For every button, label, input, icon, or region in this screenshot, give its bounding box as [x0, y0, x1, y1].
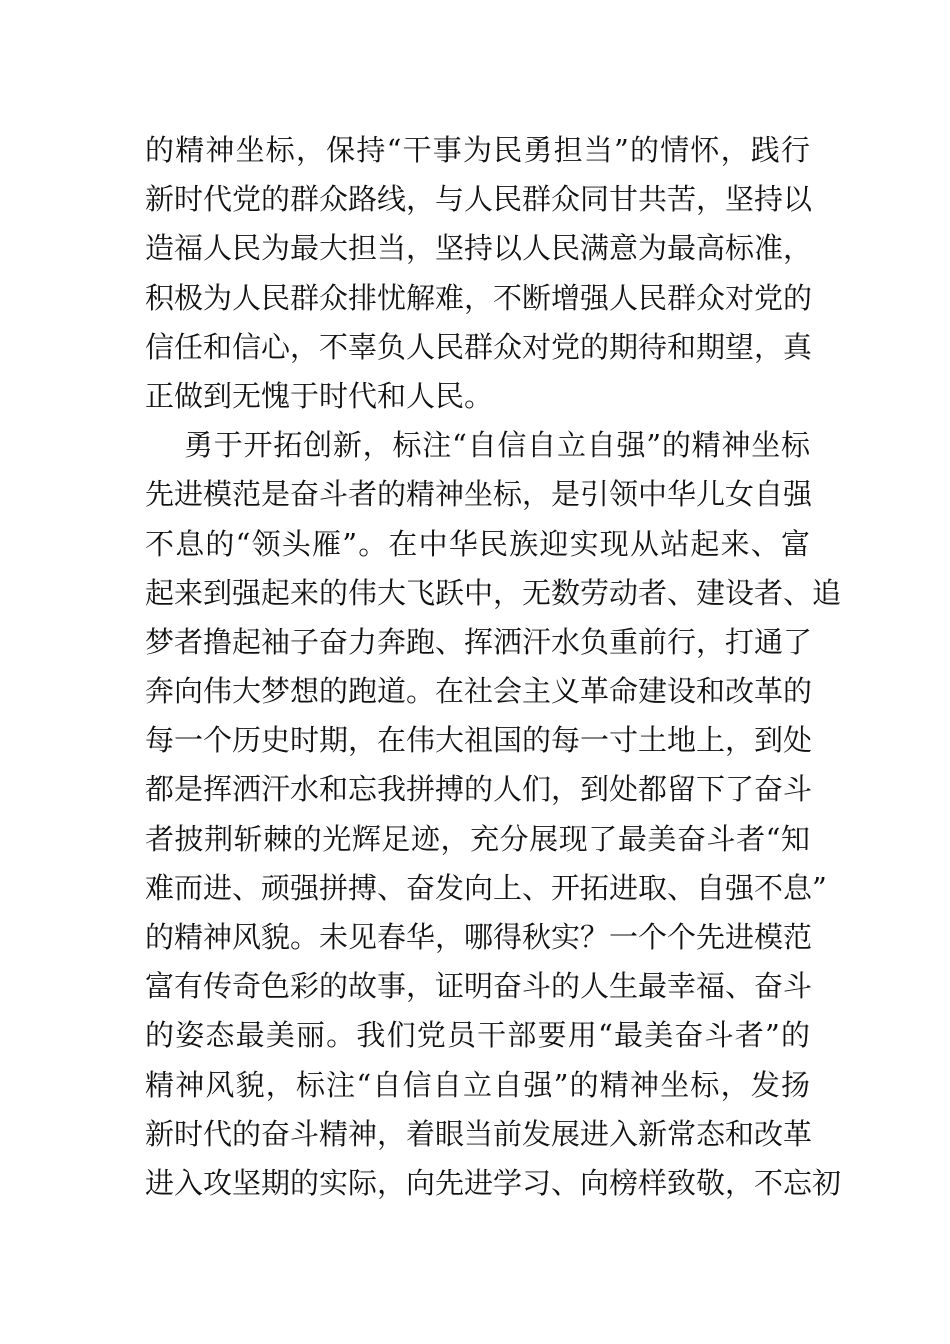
text-line: 者披荆斩棘的光辉足迹，充分展现了最美奋斗者“知 — [145, 821, 810, 856]
text-line: 先进模范是奋斗者的精神坐标，是引领中华儿女自强 — [145, 477, 813, 512]
text-line: 精神风貌，标注“自信自立自强”的精神坐标，发扬 — [145, 1067, 810, 1102]
text-line: 的精神坐标，保持“干事为民勇担当”的情怀，践行 — [145, 133, 810, 167]
text-line: 奔向伟大梦想的跑道。在社会主义革命建设和改革的 — [145, 674, 813, 709]
text-line: 造福人民为最大担当，坚持以人民满意为最高标准， — [145, 231, 813, 266]
text-line: 不息的“领头雁”。在中华民族迎实现从站起来、富 — [145, 526, 810, 561]
text-line: 新时代党的群众路线，与人民群众同甘共苦，坚持以 — [145, 182, 813, 217]
text-line: 积极为人民群众排忧解难，不断增强人民群众对党的 — [145, 280, 813, 315]
text-line: 信任和信心，不辜负人民群众对党的期待和期望，真 — [145, 329, 813, 364]
text-line: 新时代的奋斗精神，着眼当前发展进入新常态和改革 — [145, 1116, 813, 1151]
text-line: 梦者撸起袖子奋力奔跑、挥洒汗水负重前行，打通了 — [145, 624, 813, 659]
text-line: 难而进、顽强拼搏、奋发向上、开拓进取、自强不息” — [145, 870, 827, 905]
section-heading-line: 勇于开拓创新，标注“自信自立自强”的精神坐标 — [184, 428, 810, 463]
text-line: 富有传奇色彩的故事，证明奋斗的人生最幸福、奋斗 — [145, 969, 813, 1004]
body-text — [145, 126, 842, 1208]
text-line: 每一个历史时期，在伟大祖国的每一寸土地上，到处 — [145, 723, 813, 758]
text-line: 正做到无愧于时代和人民。 — [145, 378, 494, 413]
text-line: 进入攻坚期的实际，向先进学习、向榜样致敬，不忘初 — [145, 1165, 842, 1200]
text-line: 的精神风貌。未见春华，哪得秋实？一个个先进模范 — [145, 920, 813, 954]
text-line: 起来到强起来的伟大飞跃中，无数劳动者、建设者、追 — [145, 575, 842, 610]
text-line: 的姿态最美丽。我们党员干部要用“最美奋斗者”的 — [145, 1018, 810, 1053]
text-line: 都是挥洒汗水和忘我拼搏的人们，到处都留下了奋斗 — [145, 772, 813, 807]
